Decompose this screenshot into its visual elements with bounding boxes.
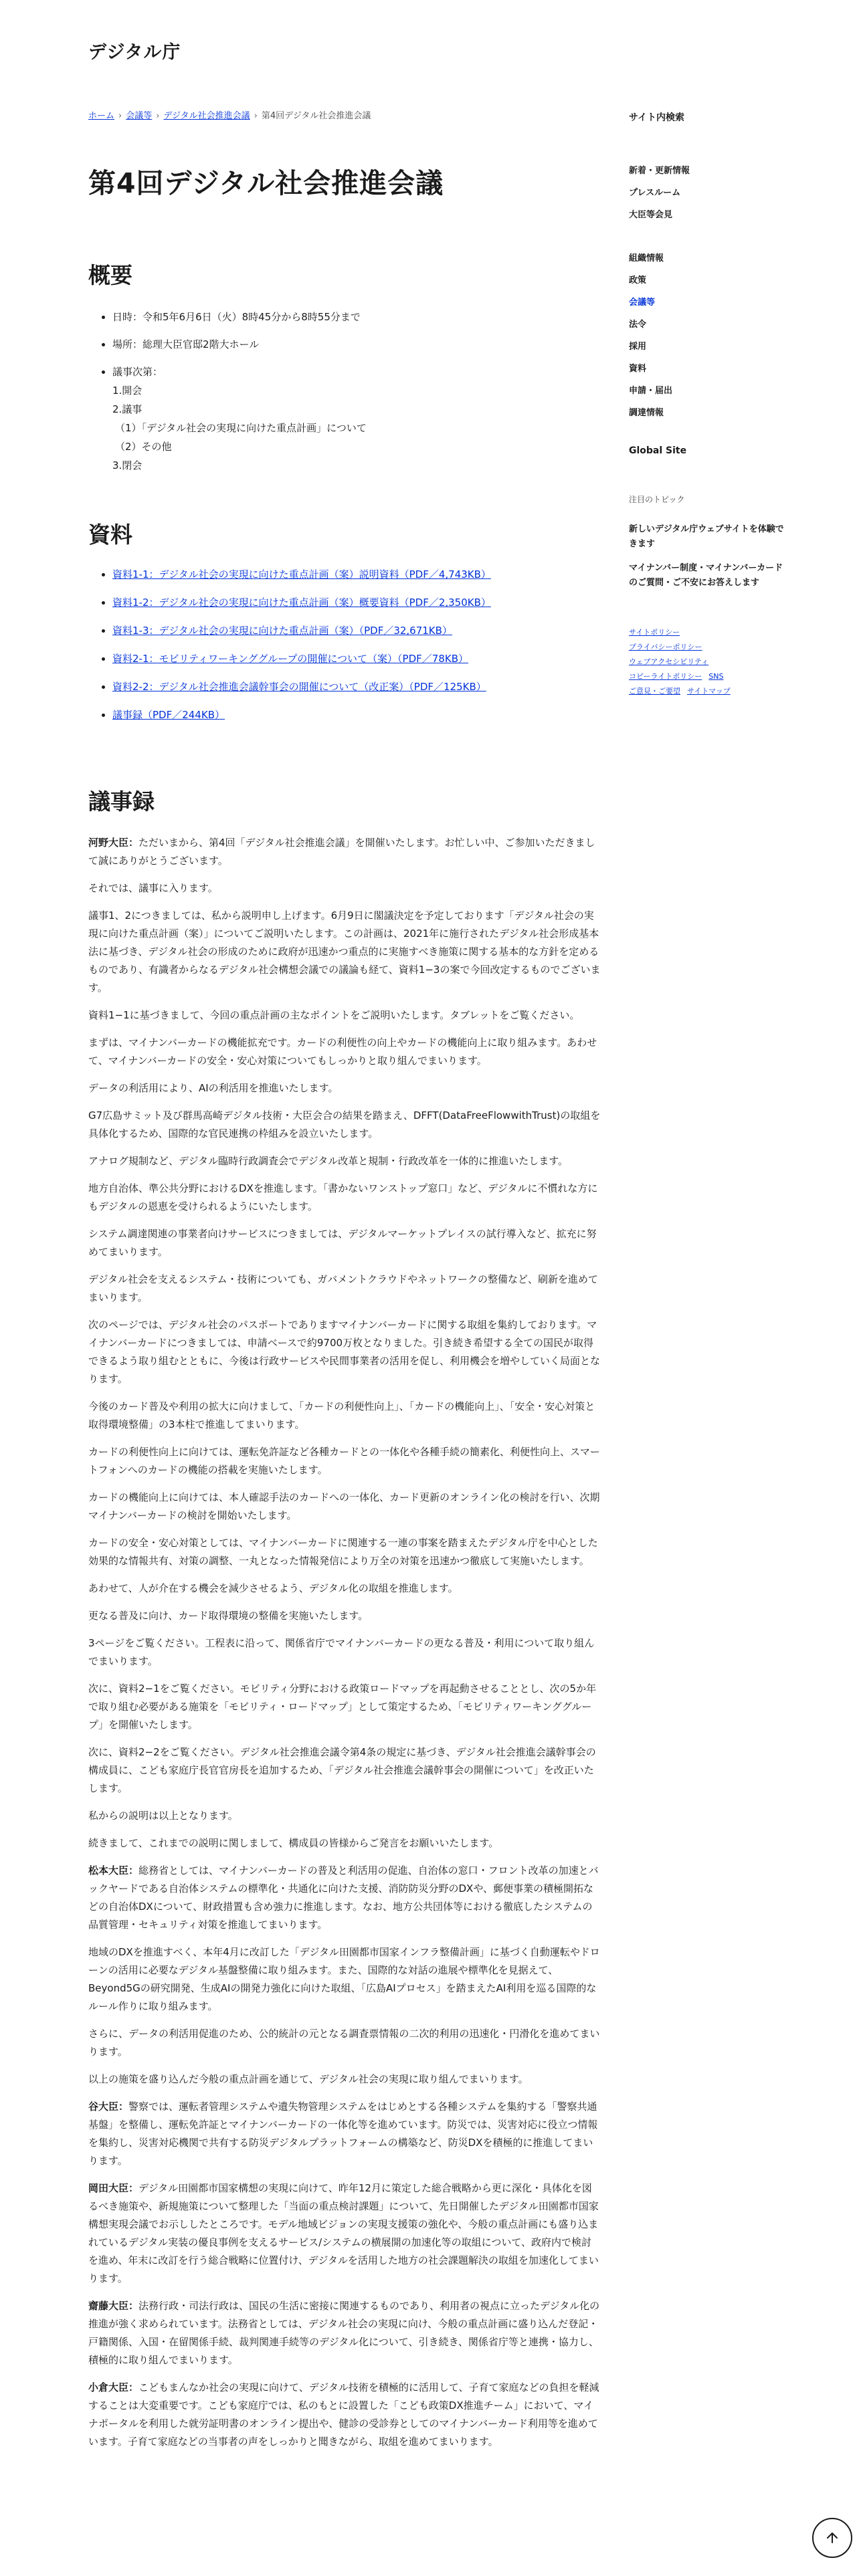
minutes-paragraph	[88, 2098, 601, 2170]
breadcrumb-separator: ›	[254, 111, 258, 121]
minutes-text: ただいまから、第4回「デジタル社会推進会議」を開催いたします。お忙しい中、ご参加いただきまして誠にありがとうございます。	[88, 836, 595, 867]
material-link[interactable]: 資料1-3：デジタル社会の実現に向けた重点計画（案）（PDF／32,671KB）	[112, 625, 452, 637]
minutes-text: さらに、データの利活用促進のため、公的統計の元となる調査票情報の二次的利用の迅速化・円滑化を進めてまいります。	[88, 2027, 600, 2058]
site-search-title[interactable]: サイト内検索	[629, 112, 685, 123]
sidebar-group-main	[629, 247, 789, 424]
list-item	[112, 679, 601, 695]
materials-list	[88, 566, 601, 723]
speaker-name: 岡田大臣：	[88, 2181, 139, 2194]
material-link[interactable]: 資料2-2：デジタル社会推進会議幹事会の開催について（改正案）（PDF／125KB）	[112, 681, 486, 693]
minutes-paragraph	[88, 2379, 601, 2451]
footer-link-sitemap[interactable]: サイトマップ	[687, 687, 731, 695]
sidebar-item-organization[interactable]: 組織情報	[629, 253, 664, 263]
minutes-text: 私からの説明は以上となります。	[88, 1809, 238, 1822]
overview-list	[88, 308, 601, 475]
footer-link-site-policy[interactable]: サイトポリシー	[629, 628, 680, 637]
site-header	[88, 37, 181, 64]
breadcrumb-digital-society-council[interactable]: デジタル社会推進会議	[163, 111, 250, 121]
global-site-link[interactable]: Global Site	[629, 445, 687, 456]
sidebar-item-laws[interactable]: 法令	[629, 320, 647, 330]
list-item	[112, 566, 601, 582]
minutes-paragraph	[88, 2179, 601, 2288]
footer-link-copyright[interactable]: コピーライトポリシー	[629, 672, 702, 681]
minutes-paragraph	[88, 1807, 601, 1825]
speaker-name: 小倉大臣：	[88, 2381, 139, 2393]
minutes-text: まずは、マイナンバーカードの機能拡充です。カードの利便性の向上やカードの機能向上に取り組みます。あわせて、マイナンバーカードの安全・安心対策についてもしっかりと取り組んでまいります。	[88, 1036, 597, 1067]
minutes-text: 議事1、2につきましては、私から説明申し上げます。6月9日に閣議決定を予定しております「デジタル社会の実現に向けた重点計画（案）」についてご説明いたします。この計画は、2021年に施行されたデジタル社会形成基本法に基づき、デジタル社会の形成のために政府が迅速かつ重点的に実施すべき施策に関する基本的な方針を定めるものであり、有識者からなるデジタル社会構想会議での議論も経て、資料1−3の案で今回改定するものでございます。	[88, 909, 601, 994]
minutes-paragraph	[88, 1316, 601, 1388]
minutes-heading: 議事録	[88, 788, 155, 815]
minutes-paragraph	[88, 1534, 601, 1570]
minutes-text: 次のページでは、デジタル社会のパスポートでありますマイナンバーカードに関する取組を集約しております。マイナンバーカードにつきましては、申請ベースで約9700万枚となりました。引き続き希望する全ての国民が取得できるよう取り組むとともに、今後は行政サービスや民間事業者の活用を促し、利用機会を増やしていく局面となります。	[88, 1318, 601, 1385]
minutes-paragraph	[88, 1398, 601, 1434]
minutes-paragraph	[88, 1680, 601, 1734]
topic-link-mynumber-faq[interactable]: マイナンバー制度・マイナンバーカードのご質問・ご不安にお答えします	[629, 563, 783, 588]
minutes-paragraph	[88, 1489, 601, 1525]
minutes-text: デジタル田園都市国家構想の実現に向けて、昨年12月に策定した総合戦略から更に深化・具体化を図るべき施策や、新規施策について整理した「当面の重点検討課題」について、先日開催したデジタル田園都市国家構想実現会議でお示ししたところです。モデル地域ビジョンの実現支援策の強化や、今般の重点計画にも盛り込まれているデジタル実装の優良事例を支えるサービス/システムの横展開の加速化等の取組について、政府内で検討を進め、年末に改訂を行う総合戦略に位置付け、デジタルを活用した地方の社会課題解決の取組を加速化してまいります。	[88, 2181, 599, 2284]
sidebar-item-press-conference[interactable]: 大臣等会見	[629, 210, 673, 220]
sidebar	[629, 110, 789, 699]
minutes-text: システム調達関連の事業者向けサービスにつきましては、デジタルマーケットプレイスの試行導入など、拡充に努めてまいります。	[88, 1227, 597, 1258]
minutes-text: 続きまして、これまでの説明に関しまして、構成員の皆様からご発言をお願いいたします。	[88, 1836, 499, 1849]
minutes-paragraph	[88, 2297, 601, 2369]
minutes-paragraph	[88, 1834, 601, 1852]
minutes-paragraph	[88, 1580, 601, 1598]
minutes-text: G7広島サミット及び群馬高崎デジタル技術・大臣会合の結果を踏まえ、DFFT(DataFreeFlowwithTrust)の取組を具体化するため、国際的な官民連携の枠組みを設立いたします。	[88, 1109, 601, 1140]
sidebar-item-meetings[interactable]: 会議等	[629, 298, 656, 308]
minutes-text: あわせて、人が介在する機会を減少させるよう、デジタル化の取組を推進します。	[88, 1582, 458, 1594]
sidebar-item-procurement[interactable]: 調達情報	[629, 408, 664, 418]
minutes-paragraph	[88, 1107, 601, 1143]
minutes-paragraph	[88, 1943, 601, 2016]
minutes-text: デジタル社会を支えるシステム・技術についても、ガバメントクラウドやネットワークの整備など、刷新を進めてまいります。	[88, 1273, 599, 1303]
speaker-name: 河野大臣：	[88, 836, 139, 849]
back-to-top-button[interactable]	[812, 2518, 852, 2558]
material-link[interactable]: 資料2-1：モビリティワーキンググループの開催について（案）（PDF／78KB）	[112, 653, 468, 665]
list-item	[112, 595, 601, 611]
minutes-body	[88, 834, 601, 2451]
minutes-text: データの利活用により、AIの利活用を推進いたします。	[88, 1081, 339, 1094]
minutes-paragraph	[88, 1006, 601, 1025]
agenda-item: 2.議事	[112, 403, 142, 415]
minutes-text: こどもまんなか社会の実現に向けて、デジタル技術を積極的に活用して、子育て家庭などの負担を軽減することは大変重要です。こども家庭庁では、私のもとに設置した「こども政策DX推進チーム」において、マイナポータルを利用した就労証明書のオンライン提出や、健診の受診券としてのマイナンバーカード利用等を進めています。子育て家庭などの当事者の声をしっかりと聞きながら、取組を進めてまいります。	[88, 2381, 599, 2448]
speaker-name: 松本大臣：	[88, 1864, 139, 1876]
minutes-paragraph	[88, 1034, 601, 1070]
breadcrumb-home[interactable]: ホーム	[88, 111, 115, 121]
minutes-paragraph	[88, 1180, 601, 1216]
minutes-text: アナログ規制など、デジタル臨時行政調査会でデジタル改革と規制・行政改革を一体的に推進いたします。	[88, 1154, 569, 1167]
footer-link-privacy[interactable]: プライバシーポリシー	[629, 643, 702, 651]
minutes-paragraph	[88, 1743, 601, 1798]
minutes-text: 次に、資料2−1をご覧ください。モビリティ分野における政策ロードマップを再起動させることとし、次の5か年で取り組む必要がある施策を「モビリティ・ロードマップ」として策定するため、「モビリティワーキンググループ」を開催いたします。	[88, 1682, 597, 1731]
sidebar-item-policy[interactable]: 政策	[629, 276, 647, 286]
breadcrumb-separator: ›	[156, 111, 160, 121]
minutes-text: 今後のカード普及や利用の拡大に向けまして、「カードの利便性向上」、「カードの機能向上」、「安全・安心対策と取得環境整備」の3本柱で推進してまいります。	[88, 1400, 595, 1430]
topic-link-new-website[interactable]: 新しいデジタル庁ウェブサイトを体験できます	[629, 524, 784, 549]
minutes-paragraph	[88, 2025, 601, 2061]
minutes-text: 総務省としては、マイナンバーカードの普及と利活用の促進、自治体の窓口・フロント改革の加速とバックヤードである自治体システムの標準化・共通化に向けた支援、消防防災分野のDXや、郵便事業の積極開拓などの自治体DXについて、財政措置も含め強力に推進します。なお、地方公共団体等における徹底したシステムの品質管理・セキュリティ対策を推進してまいります。	[88, 1864, 599, 1931]
arrow-up-icon	[825, 2531, 840, 2545]
minutes-text: 3ページをご覧ください。工程表に沿って、関係省庁でマイナンバーカードの更なる普及・利用について取り組んでまいります。	[88, 1636, 595, 1667]
minutes-paragraph	[88, 1607, 601, 1625]
minutes-paragraph	[88, 1225, 601, 1261]
minutes-text: 以上の施策を盛り込んだ今般の重点計画を通じて、デジタル社会の実現に取り組んでまいります。	[88, 2072, 529, 2085]
minutes-paragraph	[88, 834, 601, 870]
minutes-paragraph	[88, 907, 601, 997]
agenda-subitem: （2）その他	[115, 440, 172, 453]
minutes-text: それでは、議事に入ります。	[88, 881, 218, 894]
minutes-text: カードの利便性向上に向けては、運転免許証など各種カードとの一体化や各種手続の簡素化、利便性向上、スマートフォンへのカードの機能の搭載を実施いたします。	[88, 1445, 600, 1476]
minutes-text: 次に、資料2−2をご覧ください。デジタル社会推進会議令第4条の規定に基づき、デジタル社会推進会議幹事会の構成員に、こども家庭庁長官官房長を追加するため、「デジタル社会推進会議幹事会の開催について」を改正いたします。	[88, 1745, 596, 1794]
speaker-name: 谷大臣：	[88, 2100, 129, 2113]
minutes-text: 更なる普及に向け、カード取得環境の整備を実施いたします。	[88, 1609, 369, 1622]
minutes-text: 法務行政・司法行政は、国民の生活に密接に関連するものであり、利用者の視点に立ったデジタル化の推進が強く求められています。法務省としては、デジタル社会の実現に向け、今般の重点計画に盛り込んだ登記・戸籍関係、入国・在留関係手続、裁判関連手続等のデジタル化について、引き続き、関係省庁等と連携・協力し、積極的に取り組んでまいります。	[88, 2299, 600, 2366]
page-title: 第4回デジタル社会推進会議	[88, 167, 444, 199]
speaker-name: 齋藤大臣：	[88, 2299, 139, 2312]
agenda-label: • 議事次第：	[112, 365, 163, 378]
overview-heading: 概要	[88, 262, 132, 289]
footer-link-feedback[interactable]: ご意見・ご要望	[629, 687, 680, 695]
minutes-paragraph	[88, 1152, 601, 1170]
minutes-text: 地域のDXを推進すべく、本年4月に改訂した「デジタル田園都市国家インフラ整備計画」に基づく自動運転やドローンの活用に必要なデジタル基盤整備に取り組みます。また、国際的な対話の進展や標準化を見据えて、Beyond5Gの研究開発、生成AIの開発力強化に向けた取組、「広島AIプロセス」を踏まえたAI利用を巡る国際的なルール作りに取り組みます。	[88, 1945, 600, 2012]
breadcrumb-current: 第4回デジタル社会推進会議	[261, 111, 371, 121]
footer-link-accessibility[interactable]: ウェブアクセシビリティ	[629, 657, 709, 666]
list-item	[112, 651, 601, 667]
sidebar-group-news	[629, 160, 789, 226]
minutes-paragraph	[88, 879, 601, 897]
list-item	[112, 707, 601, 723]
minutes-paragraph	[88, 1862, 601, 1934]
breadcrumb-meetings[interactable]: 会議等	[126, 111, 153, 121]
topics-label: 注目のトピック	[629, 495, 685, 504]
minutes-text: 資料1−1に基づきまして、今回の重点計画の主なポイントをご説明いたします。タブレットをご覧ください。	[88, 1008, 580, 1021]
minutes-text: 警察では、運転者管理システムや遺失物管理システムをはじめとする各種システムを集約する「警察共通基盤」を整備し、運転免許証とマイナンバーカードの一体化等を進めています。防災では、災害対応に役立つ情報を集約し、災害対応機関で共有する防災デジタルプラットフォームの構築など、防災DXを積極的に推進してまいります。	[88, 2100, 598, 2167]
agenda-item: 1.開会	[112, 384, 142, 397]
footer-links	[629, 625, 789, 699]
minutes-text: カードの機能向上に向けては、本人確認手法のカードへの一体化、カード更新のオンライン化の検討を行い、次期マイナンバーカードの検討を開始いたします。	[88, 1491, 600, 1521]
minutes-paragraph	[88, 1634, 601, 1671]
minutes-paragraph	[88, 2070, 601, 2088]
sidebar-item-recruitment[interactable]: 採用	[629, 342, 647, 352]
sidebar-item-applications[interactable]: 申請・届出	[629, 386, 673, 396]
agenda-item: 3.閉会	[112, 459, 142, 471]
meeting-date: • 日時：令和5年6月6日（火）8時45分から8時55分まで	[112, 308, 601, 326]
material-link[interactable]: 資料1-1：デジタル社会の実現に向けた重点計画（案）説明資料（PDF／4,743KB）	[112, 568, 491, 581]
sidebar-item-pressroom[interactable]: プレスルーム	[629, 188, 681, 198]
minutes-paragraph	[88, 1443, 601, 1479]
site-logo[interactable]: デジタル庁	[88, 42, 181, 63]
materials-heading: 資料	[88, 521, 132, 548]
footer-link-sns[interactable]: SNS	[708, 672, 724, 681]
agenda-subitem: （1）「デジタル社会の実現に向けた重点計画」について	[115, 421, 367, 434]
breadcrumb-separator: ›	[118, 111, 122, 121]
sidebar-item-resources[interactable]: 資料	[629, 364, 647, 374]
list-item	[112, 623, 601, 639]
minutes-text: 地方自治体、準公共分野におけるDXを推進します。「書かないワンストップ窓口」など、デジタルに不慣れな方にもデジタルの恩恵を受けられるようにいたします。	[88, 1182, 598, 1212]
breadcrumb	[88, 108, 371, 121]
minutes-text: カードの安全・安心対策としては、マイナンバーカードに関連する一連の事案を踏まえたデジタル庁を中心とした効果的な情報共有、対策の調整、一丸となった情報発信により万全の対策を迅速かつ徹底して実施いたします。	[88, 1536, 598, 1567]
minutes-paragraph	[88, 1271, 601, 1307]
sidebar-item-news[interactable]: 新着・更新情報	[629, 166, 690, 176]
agenda	[112, 362, 601, 475]
meeting-place: • 場所：総理大臣官邸2階大ホール	[112, 335, 601, 354]
material-link[interactable]: 資料1-2：デジタル社会の実現に向けた重点計画（案）概要資料（PDF／2,350KB）	[112, 597, 491, 609]
minutes-pdf-link[interactable]: 議事録（PDF／244KB）	[112, 709, 225, 722]
main-content	[88, 167, 601, 2460]
minutes-paragraph	[88, 1079, 601, 1097]
